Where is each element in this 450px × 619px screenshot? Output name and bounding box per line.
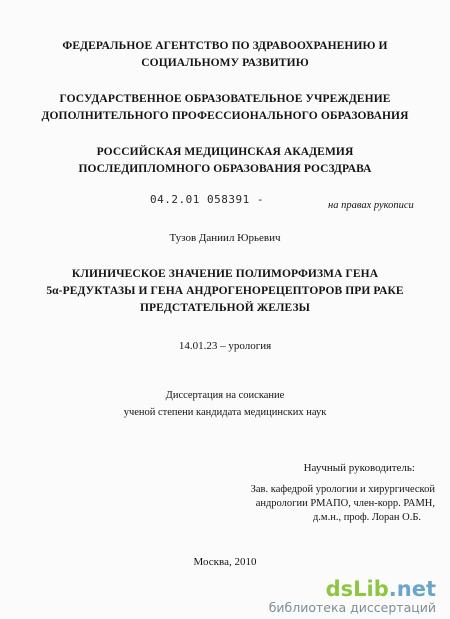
title-line-3: ПРЕДСТАТЕЛЬНОЙ ЖЕЛЕЗЫ <box>139 302 311 314</box>
author-name: Тузов Даниил Юрьевич <box>169 232 281 244</box>
supervisor-line-1: Зав. кафедрой урологии и хирургической <box>250 484 435 495</box>
supervisor-line-2: андрологии РМАПО, член-корр. РАМН, <box>255 498 435 509</box>
agency-line-2: СОЦИАЛЬНОМУ РАЗВИТИЮ <box>141 57 309 69</box>
institution-line-2: ДОПОЛНИТЕЛЬНОГО ПРОФЕССИОНАЛЬНОГО ОБРАЗОВАНИЯ <box>41 110 409 122</box>
institution-line-1: ГОСУДАРСТВЕННОЕ ОБРАЗОВАТЕЛЬНОЕ УЧРЕЖДЕНИЕ <box>59 93 391 105</box>
supervisor-heading: Научный руководитель: <box>303 462 415 474</box>
dissertation-line-2: ученой степени кандидата медицинских наук <box>123 407 327 418</box>
agency-line-1: ФЕДЕРАЛЬНОЕ АГЕНТСТВО ПО ЗДРАВООХРАНЕНИЮ И <box>62 40 388 52</box>
place-year: Москва, 2010 <box>193 556 257 568</box>
academy-line-1: РОССИЙСКАЯ МЕДИЦИНСКАЯ АКАДЕМИЯ <box>96 146 354 158</box>
academy-line-2: ПОСЛЕДИПЛОМНОГО ОБРАЗОВАНИЯ РОСЗДРАВА <box>78 163 372 175</box>
manuscript-note: на правах рукописи <box>328 200 414 211</box>
watermark-logo: dsLib.net <box>325 577 436 601</box>
watermark <box>269 578 436 615</box>
title-line-1: КЛИНИЧЕСКОЕ ЗНАЧЕНИЕ ПОЛИМОРФИЗМА ГЕНА <box>71 268 379 280</box>
supervisor-line-3: д.м.н., проф. Лоран О.Б. <box>312 512 421 523</box>
title-line-2: 5α-РЕДУКТАЗЫ И ГЕНА АНДРОГЕНОРЕЦЕПТОРОВ ПРИ РАКЕ <box>46 285 404 297</box>
dissertation-line-1: Диссертация на соискание <box>165 390 285 401</box>
specialty-code: 14.01.23 – урология <box>178 340 272 352</box>
watermark-subtitle: библиотека диссертаций <box>268 600 436 615</box>
registration-stamp: 04.2.01 058391 - <box>150 193 264 206</box>
